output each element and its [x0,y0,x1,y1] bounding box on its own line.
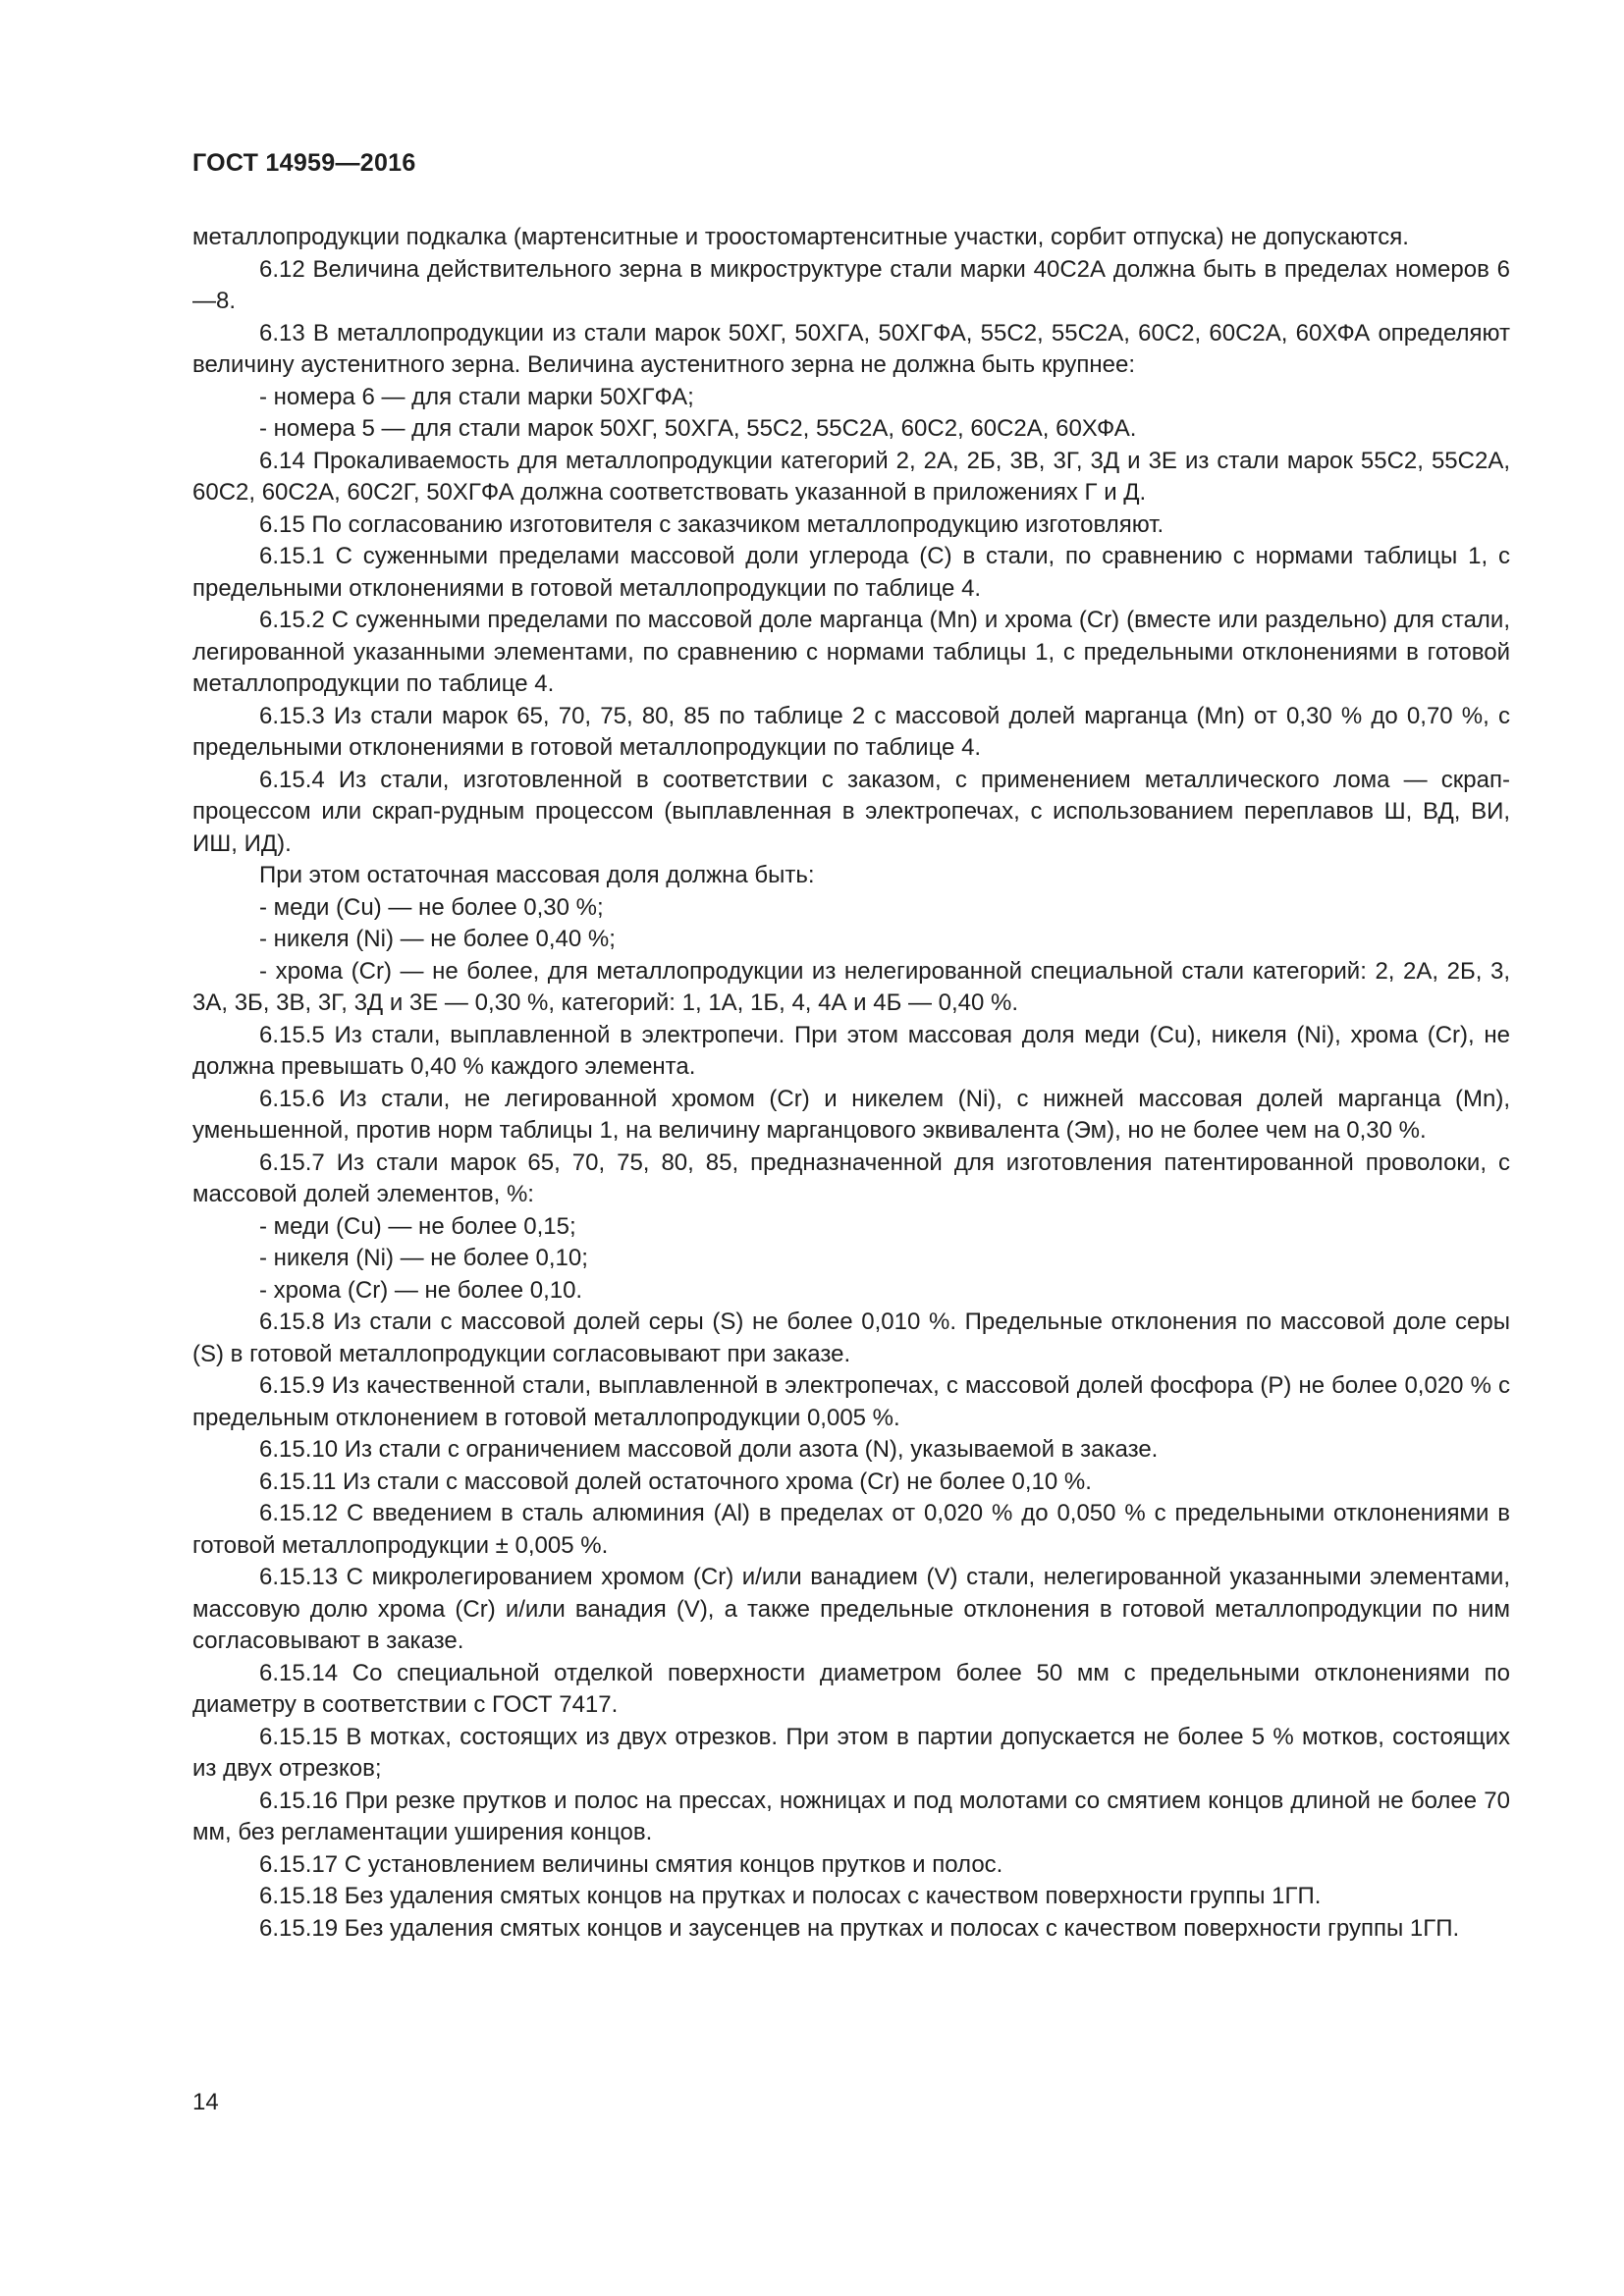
list-item: - никеля (Ni) — не более 0,10; [259,1245,588,1271]
paragraph: 6.15.17 С установлением величины смятия концов прутков и полос. [259,1850,1003,1878]
paragraph: металлопродукции подкалка (мартенситные и троостомартенситные участки, сорбит отпуска) не допускаются. [192,224,1409,250]
page-number: 14 [192,2089,219,2115]
paragraph: 6.15.8 Из стали с массовой долей серы (S) не более 0,010 %. Предельные отклонения по массовой доле серы (S) в готовой металлопродукции согласовывают при заказе. [192,1308,1510,1367]
paragraph: 6.15.2 С суженными пределами по массовой доле марганца (Mn) и хрома (Cr) (вместе или раздельно) для стали, легированной указанными элементами, по сравнению с нормами таблицы 1, с предельными отклонениями в готовой металлопродукции по таблице 4. [192,607,1510,697]
paragraph: 6.14 Прокаливаемость для металлопродукции категорий 2, 2А, 2Б, 3В, 3Г, 3Д и 3Е из стали марок 55С2, 55С2А, 60С2, 60С2А, 60С2Г, 50ХГФА должна соответствовать указанной в приложениях Г и Д. [192,447,1510,506]
paragraph: 6.15.13 С микролегированием хромом (Cr) и/или ванадием (V) стали, нелегированной указанными элементами, массовую долю хрома (Cr) и/или ванадия (V), а также предельные отклонения в готовой металлопродукции по ним согласовывают в заказе. [192,1564,1510,1654]
paragraph: 6.12 Величина действительного зерна в микроструктуре стали марки 40С2А должна быть в пределах номеров 6—8. [192,255,1510,314]
document-body [192,222,1510,1945]
list-item: - меди (Cu) — не более 0,15; [259,1212,576,1240]
list-item: - номера 6 — для стали марки 50ХГФА; [259,383,694,410]
paragraph: 6.15.5 Из стали, выплавленной в электропечи. При этом массовая доля меди (Cu), никеля (Ni), хрома (Cr), не должна превышать 0,40 % каждого элемента. [192,1021,1510,1080]
document-header: ГОСТ 14959—2016 [192,149,416,177]
paragraph: 6.15.6 Из стали, не легированной хромом (Cr) и никелем (Ni), с нижней массовая долей марганца (Mn), уменьшенной, против норм таблицы 1, на величину марганцового эквивалента (Эм), но не более чем на 0,30 %. [192,1085,1510,1144]
list-item: - меди (Cu) — не более 0,30 %; [259,893,604,921]
paragraph: 6.15.16 При резке прутков и полос на прессах, ножницах и под молотами со смятием концов длиной не более 70 мм, без регламентации уширения концов. [192,1787,1510,1845]
paragraph: 6.15.7 Из стали марок 65, 70, 75, 80, 85, предназначенной для изготовления патентированной проволоки, с массовой долей элементов, %: [192,1148,1510,1207]
list-item: - хрома (Cr) — не более 0,10. [259,1276,583,1304]
paragraph: 6.15.9 Из качественной стали, выплавленной в электропечах, с массовой долей фосфора (Р) не более 0,020 % с предельным отклонением в готовой металлопродукции 0,005 %. [192,1372,1510,1431]
paragraph: 6.15.19 Без удаления смятых концов и заусенцев на прутках и полосах с качеством поверхности группы 1ГП. [259,1914,1460,1942]
paragraph: 6.15.11 Из стали с массовой долей остаточного хрома (Cr) не более 0,10 %. [259,1468,1092,1495]
paragraph: 6.15.10 Из стали с ограничением массовой доли азота (N), указываемой в заказе. [259,1436,1159,1463]
list-item: - никеля (Ni) — не более 0,40 %; [259,926,616,952]
paragraph: 6.15 По согласованию изготовителя с заказчиком металлопродукцию изготовляют. [259,510,1164,538]
paragraph: 6.15.18 Без удаления смятых концов на прутках и полосах с качеством поверхности группы 1ГП. [259,1883,1322,1909]
paragraph: 6.15.15 В мотках, состоящих из двух отрезков. При этом в партии допускается не более 5 % мотков, состоящих из двух отрезков; [192,1723,1510,1782]
list-item: - хрома (Cr) — не более, для металлопродукции из нелегированной специальной стали категорий: 2, 2А, 2Б, 3, 3А, 3Б, 3В, 3Г, 3Д и 3Е — 0,30 %, категорий: 1, 1А, 1Б, 4, 4А и 4Б — 0,40 %. [192,957,1510,1016]
paragraph: 6.15.3 Из стали марок 65, 70, 75, 80, 85 по таблице 2 с массовой долей марганца (Mn) от 0,30 % до 0,70 %, с предельными отклонениями в готовой металлопродукции по таблице 4. [192,702,1510,761]
paragraph: 6.15.14 Со специальной отделкой поверхности диаметром более 50 мм с предельными отклонениями по диаметру в соответствии с ГОСТ 7417. [192,1659,1510,1718]
paragraph: 6.15.12 С введением в сталь алюминия (Al) в пределах от 0,020 % до 0,050 % с предельными отклонениями в готовой металлопродукции ± 0,005 %. [192,1500,1510,1559]
paragraph: 6.15.4 Из стали, изготовленной в соответствии с заказом, с применением металлического лома — скрап-процессом или скрап-рудным процессом (выплавленная в электропечах, с использованием переплавов Ш, ВД, ВИ, ИШ, ИД). [192,766,1510,857]
paragraph: 6.15.1 С суженными пределами массовой доли углерода (С) в стали, по сравнению с нормами таблицы 1, с предельными отклонениями в готовой металлопродукции по таблице 4. [192,543,1510,602]
paragraph: 6.13 В металлопродукции из стали марок 50ХГ, 50ХГА, 50ХГФА, 55С2, 55С2А, 60С2, 60С2А, 60ХФА определяют величину аустенитного зерна. Величина аустенитного зерна не должна быть крупнее: [192,319,1510,378]
paragraph: При этом остаточная массовая доля должна быть: [259,862,815,888]
list-item: - номера 5 — для стали марок 50ХГ, 50ХГА, 55С2, 55С2А, 60С2, 60С2А, 60ХФА. [259,415,1137,442]
